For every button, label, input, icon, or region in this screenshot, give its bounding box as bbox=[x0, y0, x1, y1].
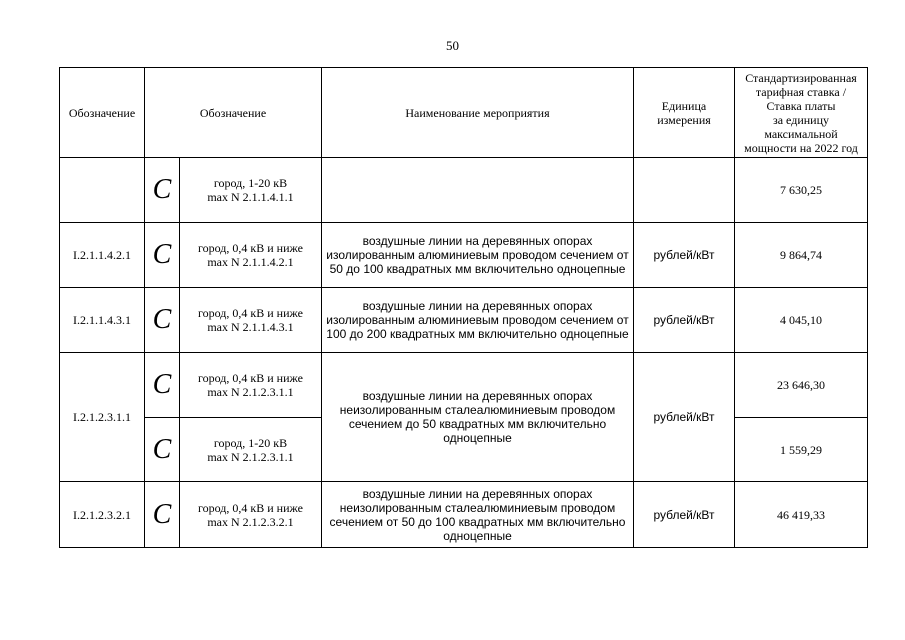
header-unit-line: измерения bbox=[657, 112, 711, 127]
row-unit: рублей/кВт bbox=[634, 288, 735, 353]
c-symbol: C bbox=[152, 433, 172, 465]
row-unit: рублей/кВт bbox=[634, 223, 735, 288]
header-rate-line: максимальной bbox=[764, 126, 838, 141]
row-unit bbox=[634, 158, 735, 223]
row-subdesc bbox=[180, 418, 322, 482]
row-sub-line1: город, 0,4 кВ и ниже bbox=[198, 306, 303, 320]
table-row bbox=[60, 223, 868, 288]
row-sub-line2: max N 2.1.1.4.2.1 bbox=[207, 255, 294, 269]
row-unit: рублей/кВт bbox=[634, 482, 735, 548]
row-sub-line1: город, 1-20 кВ bbox=[213, 176, 288, 190]
header-designation-2: Обозначение bbox=[145, 68, 322, 158]
header-rate-line: Стандартизированная bbox=[745, 70, 857, 85]
row-sub-line1: город, 0,4 кВ и ниже bbox=[198, 241, 303, 255]
table-row bbox=[60, 158, 868, 223]
c-symbol-cell bbox=[145, 158, 180, 223]
c-symbol: C bbox=[152, 498, 172, 530]
row-value: 46 419,33 bbox=[735, 482, 868, 548]
row-code: I.2.1.2.3.2.1 bbox=[60, 482, 145, 548]
header-rate-line: Ставка платы bbox=[766, 98, 836, 113]
header-rate-line: тарифная ставка / bbox=[755, 84, 847, 99]
row-value: 7 630,25 bbox=[735, 158, 868, 223]
header-designation-1: Обозначение bbox=[60, 68, 145, 158]
c-symbol-cell bbox=[145, 223, 180, 288]
header-unit-line: Единица bbox=[661, 98, 707, 113]
row-sub-line2: max N 2.1.2.3.1.1 bbox=[207, 449, 294, 464]
row-sub-line2: max N 2.1.2.3.2.1 bbox=[207, 514, 294, 529]
row-value: 23 646,30 bbox=[735, 353, 868, 418]
row-subdesc bbox=[180, 223, 322, 288]
row-sub-line1: город, 0,4 кВ и ниже bbox=[198, 500, 303, 515]
c-symbol: C bbox=[152, 304, 172, 335]
row-value: 9 864,74 bbox=[735, 223, 868, 288]
row-code bbox=[60, 158, 145, 223]
row-subdesc bbox=[180, 482, 322, 548]
row-sub-line2: max N 2.1.1.4.1.1 bbox=[207, 190, 294, 204]
row-code: I.2.1.2.3.1.1 bbox=[60, 353, 145, 482]
row-sub-line2: max N 2.1.1.4.3.1 bbox=[207, 320, 294, 334]
header-rate-line: за единицу bbox=[772, 112, 830, 127]
row-value: 1 559,29 bbox=[735, 418, 868, 482]
c-symbol-cell bbox=[145, 482, 180, 548]
c-symbol-cell bbox=[145, 353, 180, 418]
row-description: воздушные линии на деревянных опорах изолированным алюминиевым проводом сечением от 100 до 200 квадратных мм включительно одноцепные bbox=[322, 288, 634, 353]
table-header-row bbox=[60, 68, 868, 158]
row-code: I.2.1.1.4.2.1 bbox=[60, 223, 145, 288]
c-symbol: C bbox=[152, 239, 172, 270]
header-unit bbox=[634, 68, 735, 158]
table-row bbox=[60, 353, 868, 418]
c-symbol-cell bbox=[145, 288, 180, 353]
row-unit: рублей/кВт bbox=[634, 353, 735, 482]
row-description: воздушные линии на деревянных опорах неизолированным сталеалюминиевым проводом сечением от 50 до 100 квадратных мм включительно одноцепные bbox=[322, 482, 634, 548]
header-rate bbox=[735, 68, 868, 158]
row-description: воздушные линии на деревянных опорах изолированным алюминиевым проводом сечением от 50 до 100 квадратных мм включительно одноцепные bbox=[322, 223, 634, 288]
row-subdesc bbox=[180, 158, 322, 223]
header-rate-line: мощности на 2022 год bbox=[744, 140, 858, 155]
row-sub-line2: max N 2.1.2.3.1.1 bbox=[207, 385, 294, 399]
table-row bbox=[60, 288, 868, 353]
c-symbol: C bbox=[152, 369, 172, 400]
page-number: 50 bbox=[446, 38, 459, 53]
tariff-table bbox=[59, 67, 868, 548]
row-value: 4 045,10 bbox=[735, 288, 868, 353]
c-symbol: C bbox=[152, 174, 172, 205]
row-description: воздушные линии на деревянных опорах неизолированным сталеалюминиевым проводом сечением до 50 квадратных мм включительно одноцепные bbox=[322, 353, 634, 482]
row-sub-line1: город, 0,4 кВ и ниже bbox=[198, 371, 303, 385]
row-description bbox=[322, 158, 634, 223]
row-sub-line1: город, 1-20 кВ bbox=[213, 435, 288, 450]
row-subdesc bbox=[180, 288, 322, 353]
c-symbol-cell bbox=[145, 418, 180, 482]
header-measure-name: Наименование мероприятия bbox=[322, 68, 634, 158]
row-code: I.2.1.1.4.3.1 bbox=[60, 288, 145, 353]
table-row bbox=[60, 482, 868, 548]
row-subdesc bbox=[180, 353, 322, 418]
